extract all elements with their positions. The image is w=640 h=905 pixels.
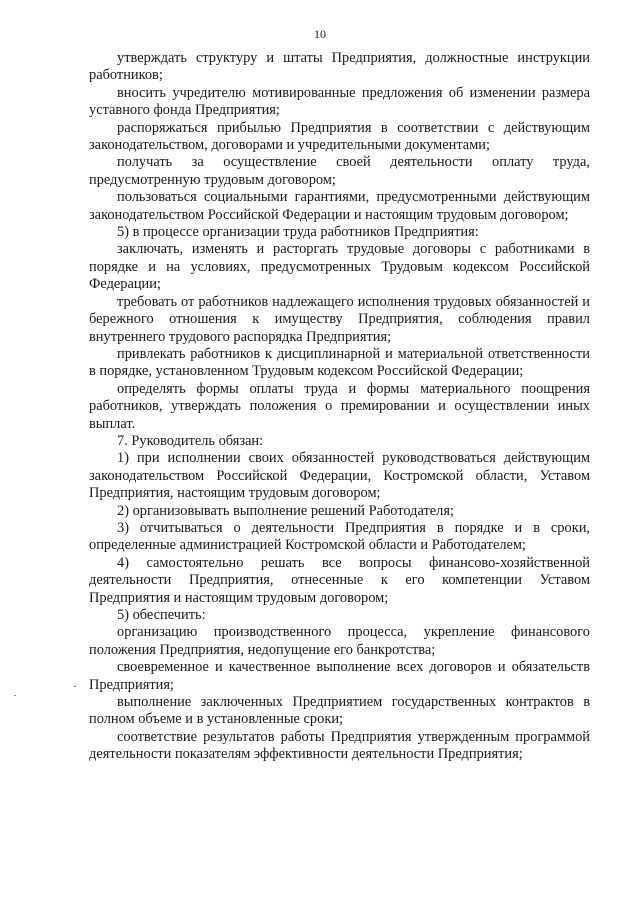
scan-speck (14, 695, 16, 696)
paragraph: утверждать структуру и штаты Предприятия, должностные инструкции работников; (89, 50, 590, 84)
paragraph: 7. Руководитель обязан: (117, 432, 264, 449)
paragraph: получать за осуществление своей деятельности оплату труда, предусмотренную трудовым договором; (89, 154, 590, 188)
paragraph: 2) организовывать выполнение решений Работодателя; (117, 502, 454, 519)
page-number: 10 (314, 27, 326, 41)
paragraph: организацию производственного процесса, укрепление финансового положения Предприятия, недопущение его банкротства; (89, 624, 590, 658)
paragraph: требовать от работников надлежащего исполнения трудовых обязанностей и бережного отношения к имуществу Предприятия, соблюдения правил внутреннего трудового распорядка Предприятия; (89, 293, 590, 345)
paragraph: 4) самостоятельно решать все вопросы финансово-хозяйственной деятельности Предприятия, отнесенные к его компетенции Уставом Предприятия и настоящим трудовым договором; (89, 554, 590, 606)
paragraph: распоряжаться прибылью Предприятия в соответствии с действующим законодательством, договорами и учредительными документами; (89, 119, 590, 154)
paragraph: 5) в процессе организации труда работников Предприятия: (117, 224, 479, 241)
paragraph: вносить учредителю мотивированные предложения об изменении размера уставного фонда Предприятия; (89, 84, 590, 119)
paragraph: определять формы оплаты труда и формы материального поощрения работников, утверждать положения о премировании и осуществлении иных выплат. (89, 380, 590, 432)
paragraph: 5) обеспечить: (117, 607, 206, 623)
scan-speck (74, 686, 76, 687)
paragraph: привлекать работников к дисциплинарной и материальной ответственности в порядке, установленном Трудовым кодексом Российской Федерации; (89, 345, 590, 380)
paragraph: выполнение заключенных Предприятием государственных контрактов в полном объеме и в установленные сроки; (89, 694, 590, 728)
paragraph: своевременное и качественное выполнение всех договоров и обязательств Предприятия; (89, 659, 590, 693)
paragraph: заключать, изменять и расторгать трудовые договоры с работниками в порядке и на условиях, предусмотренных Трудовым кодексом Российской Федерации; (89, 241, 590, 293)
paragraph: 1) при исполнении своих обязанностей руководствоваться действующим законодательством Российской Федерации, Костромской области, Уставом Предприятия, настоящим трудовым договором; (89, 450, 590, 502)
paragraph: соответствие результатов работы Предприятия утвержденным программой деятельности показателям эффективности деятельности Предприятия; (89, 728, 590, 763)
paragraph: пользоваться социальными гарантиями, предусмотренными действующим законодательством Российской Федерации и настоящим трудовым договором; (89, 189, 590, 223)
document-text (89, 50, 590, 764)
paragraph: 3) отчитываться о деятельности Предприятия в порядке и в сроки, определенные администрацией Костромской области и Работодателем; (89, 519, 590, 554)
